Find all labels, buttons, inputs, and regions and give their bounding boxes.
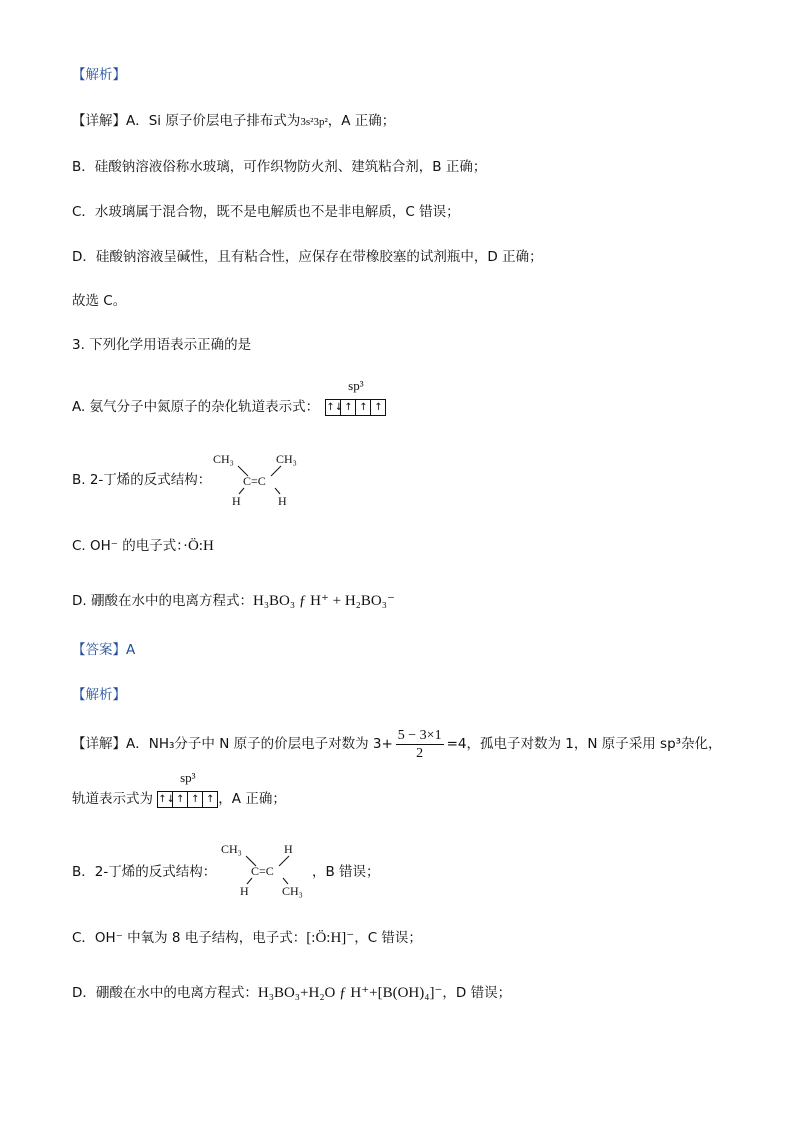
bond (271, 466, 281, 476)
detail-a-text-3: 轨道表示式为 (72, 791, 153, 807)
orbital-box: ↑ (356, 400, 371, 415)
analysis-heading: 【解析】 (72, 67, 126, 83)
orbital-box: ↑ (188, 792, 203, 807)
h-right: H (278, 494, 287, 508)
orbital-box: ↑↓ (326, 401, 344, 413)
answer-line: 【答案】A (72, 642, 136, 658)
ch3-right: CH₃ (276, 452, 297, 466)
detail-d-line: D．硅酸钠溶液呈碱性，且有粘合性，应保存在带橡胶塞的试剂瓶中，D 正确； (72, 249, 543, 265)
h-top-right: H (284, 842, 293, 856)
orbital-box: ↑↓ (158, 793, 176, 805)
oh-bracket-formula: [:Ö:H]⁻ (306, 930, 355, 946)
detail-c-text-2: ，C 错误； (354, 930, 422, 946)
option-a-text: A. 氨气分子中氮原子的杂化轨道表示式： (72, 399, 320, 415)
option-c-text: C. OH⁻ 的电子式： (72, 538, 183, 554)
cis-butene-structure (216, 840, 316, 900)
detail-b-end: ，B 错误； (312, 864, 380, 880)
h-bottom-left: H (240, 884, 249, 898)
orbital-label: sp³ (348, 377, 364, 393)
conclusion-line: 故选 C。 (72, 293, 127, 309)
h-left: H (232, 494, 241, 508)
orbital-diagram (325, 377, 386, 416)
ch3-top-left: CH₃ (221, 842, 242, 856)
question-stem: 3. 下列化学用语表示正确的是 (72, 337, 252, 353)
c-double-c-2: C=C (251, 864, 274, 878)
detail-a-text-4: ，A 正确； (218, 791, 286, 807)
option-b: B. 2-丁烯的反式结构： (72, 472, 212, 488)
detail-a-prefix: 【详解】A．Si 原子价层电子排布式为 (72, 113, 301, 129)
option-a (72, 377, 386, 416)
detail-d-line-2 (72, 984, 511, 1002)
option-d (72, 592, 395, 610)
option-d-text: D. 硼酸在水中的电离方程式： (72, 593, 253, 609)
analysis-heading-2: 【解析】 (72, 687, 126, 703)
boric-acid-equation: H₃BO₃+H₂O ƒ H⁺+[B(OH)₄]⁻ (257, 985, 443, 1001)
ch3-left: CH₃ (213, 452, 234, 466)
oh-electron-formula: ·Ö:H (182, 538, 214, 554)
detail-a-nh3 (72, 724, 722, 764)
ionization-equation: H₃BO₃ ƒ H⁺ + H₂BO₃⁻ (252, 593, 395, 609)
fraction (396, 727, 444, 762)
trans-butene-structure (208, 450, 308, 510)
detail-a-line (72, 112, 395, 131)
electron-config: 3s²3p² (300, 116, 328, 128)
detail-c-text-1: C．OH⁻ 中氧为 8 电子结构，电子式： (72, 930, 307, 946)
detail-a-suffix: ，A 正确； (327, 113, 396, 129)
fraction-denominator: 2 (416, 745, 424, 761)
detail-d-text-2: ，D 错误； (442, 985, 512, 1001)
detail-c-line: C．水玻璃属于混合物，既不是电解质也不是非电解质，C 错误； (72, 204, 460, 220)
detail-c-line-2 (72, 929, 422, 947)
detail-d-text-1: D．硼酸在水中的电离方程式： (72, 985, 258, 1001)
orbital-diagram-2 (157, 769, 218, 808)
detail-b-line: B．硅酸钠溶液俗称水玻璃，可作织物防火剂、建筑粘合剂，B 正确； (72, 159, 487, 175)
ch3-bottom-right: CH₃ (282, 884, 303, 898)
fraction-numerator: 5 − 3×1 (397, 727, 442, 743)
option-c (72, 537, 214, 555)
c-double-c: C=C (243, 474, 266, 488)
orbital-box: ↑ (173, 792, 188, 807)
orbital-box: ↑ (206, 793, 215, 805)
detail-a-text-2: =4，孤电子对数为 1，N 原子采用 sp³杂化， (446, 736, 722, 752)
detail-a-orbital-line (72, 769, 286, 808)
detail-a-text-1: 【详解】A．NH₃分子中 N 原子的价层电子对数为 3+ (72, 736, 393, 752)
detail-b-text: B．2-丁烯的反式结构： (72, 864, 217, 880)
orbital-label-2: sp³ (180, 769, 196, 785)
orbital-box: ↑ (374, 401, 383, 413)
bond (279, 856, 289, 866)
orbital-box: ↑ (341, 400, 356, 415)
